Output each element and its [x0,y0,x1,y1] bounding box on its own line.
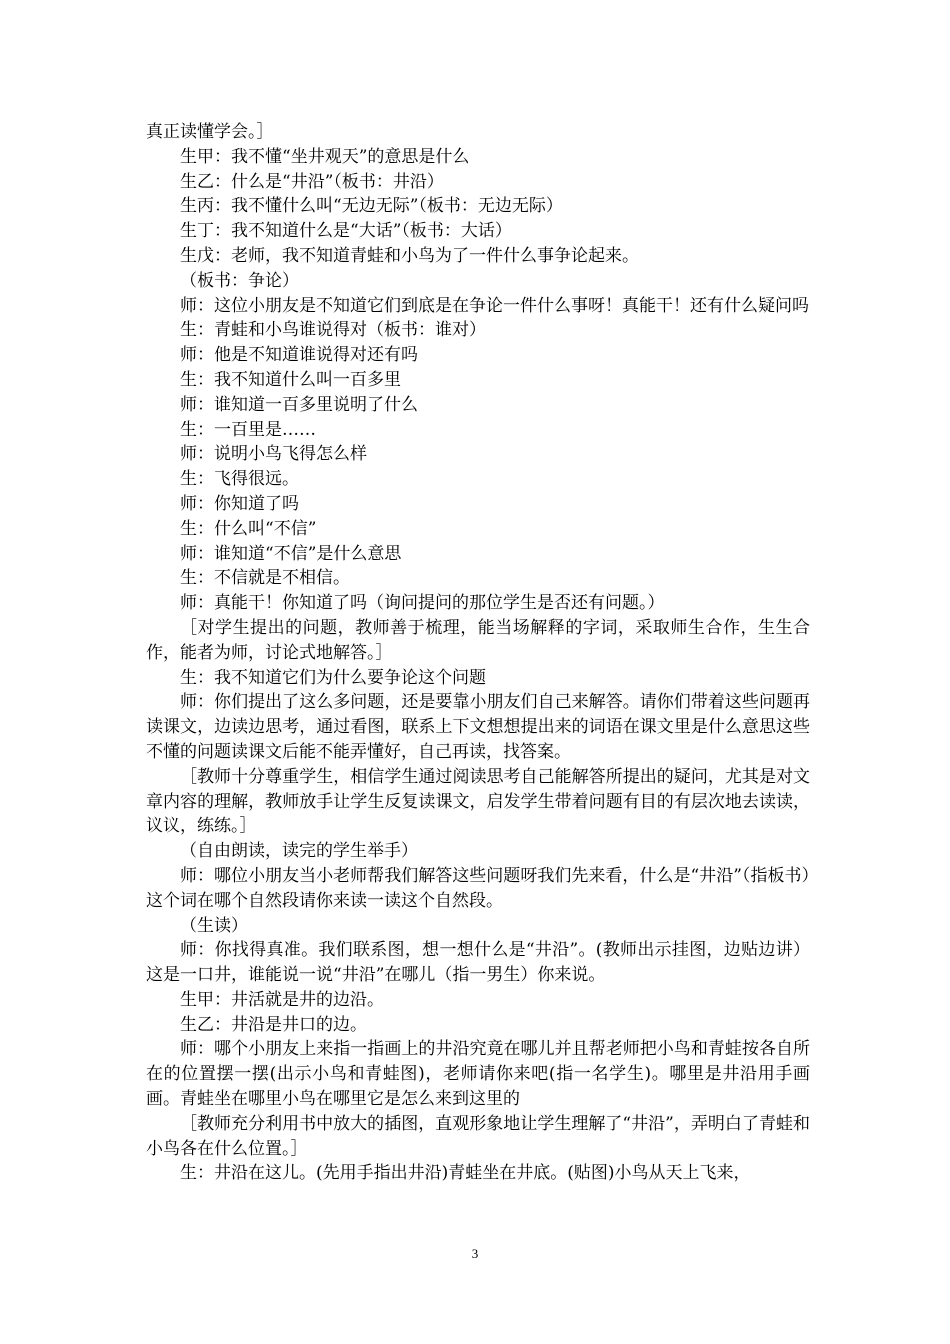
paragraph: 师：谁知道一百多里说明了什么 [180,394,418,415]
paragraph: 生：一百里是…… [180,419,316,440]
paragraph: 师：你知道了吗 [180,493,299,514]
paragraph: 师：哪位小朋友当小老师帮我们解答这些问题呀我们先来看，什么是“井沿”（指板书）这个词在哪个自然段请你来读一读这个自然段。 [146,865,810,911]
paragraph: 师：真能干！你知道了吗（询问提问的那位学生是否还有问题。） [180,593,665,614]
paragraph: 师：你们提出了这么多问题，还是要靠小朋友们自己来解答。请你们带着这些问题再读课文，边读边思考，通过看图，联系上下文想想提出来的词语在课文里是什么意思这些不懂的问题读课文后能不能弄懂好，自己再读，找答案。 [146,692,810,762]
page-number: 3 [471,1246,479,1261]
paragraph: 生甲：我不懂“坐井观天”的意思是什么 [180,146,470,167]
paragraph: 生甲：井活就是井的边沿。 [180,989,384,1010]
paragraph: ［对学生提出的问题，教师善于梳理，能当场解释的字词，采取师生合作，生生合作，能者为师，讨论式地解答。］ [146,617,810,663]
paragraph: ［教师十分尊重学生，相信学生通过阅读思考自己能解答所提出的疑问，尤其是对文章内容的理解，教师放手让学生反复读课文，启发学生带着问题有目的有层次地去读读，议议，练练。］ [146,766,810,837]
paragraph: 生丙：我不懂什么叫“无边无际”（板书：无边无际） [180,196,563,217]
paragraph: 生：我不知道它们为什么要争论这个问题 [180,667,486,688]
paragraph: 师：这位小朋友是不知道它们到底是在争论一件什么事呀！真能干！还有什么疑问吗 [180,295,809,316]
paragraph: ［教师充分利用书中放大的插图，直观形象地让学生理解了“井沿”，弄明白了青蛙和小鸟各在什么位置。］ [146,1113,810,1159]
paragraph: 生乙：什么是“井沿”（板书：井沿） [180,171,444,192]
paragraph: 师：哪个小朋友上来指一指画上的井沿究竟在哪儿并且帮老师把小鸟和青蛙按各自所在的位置摆一摆(出示小鸟和青蛙图)，老师请你来吧(指一名学生)。哪里是井沿用手画画。青蛙坐在哪里小鸟在哪里它是怎么来到这里的 [146,1039,810,1110]
paragraph: 生乙：井沿是井口的边。 [180,1014,367,1035]
paragraph: 生：飞得很远。 [180,469,299,490]
paragraph: （板书：争论） [180,270,299,291]
paragraph: 生丁：我不知道什么是“大话”（板书：大话） [180,221,512,242]
paragraph: 生：什么叫“不信” [180,518,317,539]
paragraph: 师：你找得真准。我们联系图，想一想什么是“井沿”。(教师出示挂图，边贴边讲）这是一口井，谁能说一说“井沿”在哪儿（指一男生）你来说。 [146,940,810,986]
paragraph: 生：青蛙和小鸟谁说得对（板书：谁对） [180,320,486,341]
paragraph: 生戊：老师，我不知道青蛙和小鸟为了一件什么事争论起来。 [180,245,639,266]
paragraph: 师：他是不知道谁说得对还有吗 [180,345,418,366]
paragraph: 真正读懂学会。］ [146,122,274,142]
paragraph: 生：我不知道什么叫一百多里 [180,369,401,390]
paragraph: 生：不信就是不相信。 [180,568,350,589]
paragraph: （生读） [180,915,248,936]
paragraph: （自由朗读，读完的学生举手） [180,841,418,862]
paragraph: 生：井沿在这儿。(先用手指出井沿)青蛙坐在井底。(贴图)小鸟从天上飞来， [180,1163,751,1184]
paragraph: 师：谁知道“不信”是什么意思 [180,543,402,564]
document-body [146,120,810,1186]
paragraph: 师：说明小鸟飞得怎么样 [180,444,367,465]
